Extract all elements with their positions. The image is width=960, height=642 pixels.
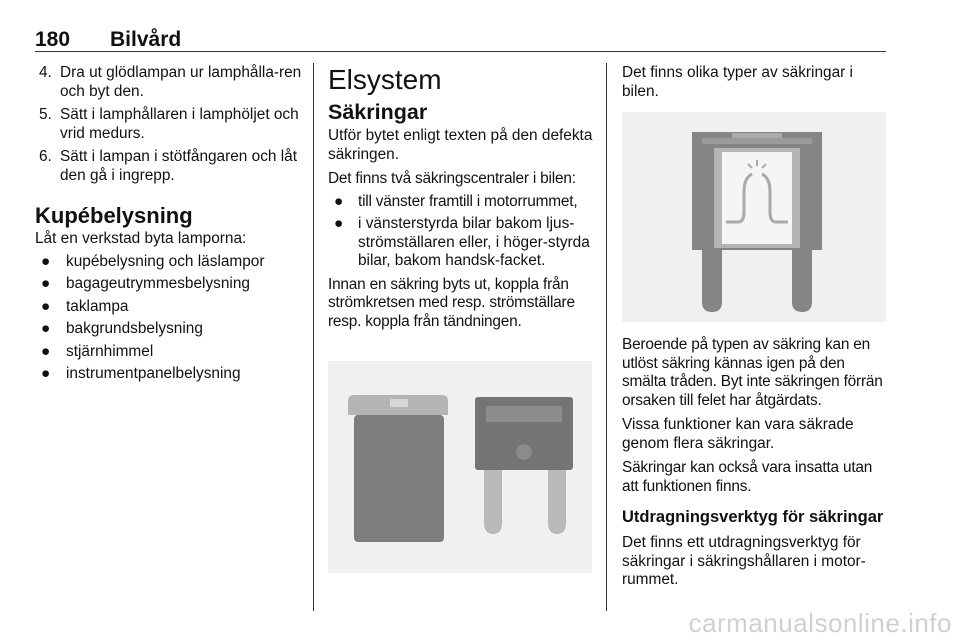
list-item: ● bakgrundsbelysning — [41, 320, 203, 337]
list-item: ● bagageutrymmesbelysning — [41, 275, 250, 292]
list-item: ● kupébelysning och läslampor — [41, 252, 265, 270]
step-item — [35, 64, 303, 101]
list-item: ● taklampa — [41, 297, 129, 315]
step-number: 6. — [39, 148, 52, 165]
page-header — [35, 27, 886, 52]
section-heading: Utdragningsverktyg för säkringar — [622, 508, 884, 526]
paragraph: Säkringar kan också vara insatta utan att funktionen finns. — [622, 459, 873, 495]
column-divider-2 — [606, 63, 607, 611]
bullet-list — [328, 193, 596, 271]
blown-fuse-figure — [622, 112, 886, 322]
step-text: Dra ut glödlampan ur lamphålla-ren och byt den. — [60, 64, 302, 100]
fuse-top-tab — [732, 133, 782, 138]
paragraph: Det finns två säkringscentraler i bilen: — [328, 170, 576, 187]
section-heading: Säkringar — [328, 100, 428, 124]
step-text: Sätt i lamphållaren i lamphöljet och vrid medurs. — [60, 106, 299, 142]
middle-column — [328, 64, 596, 337]
section-title: Bilvård — [110, 28, 182, 51]
paragraph: Beroende på typen av säkring kan en utlöst säkring kännas igen på den smälta tråden. Byt inte säkringen förrän orsaken till felet har åtgärdats. — [622, 336, 883, 409]
paragraph: Utför bytet enligt texten på den defekta säkringen. — [328, 127, 593, 163]
fuse-top-rim — [702, 138, 812, 144]
section-heading: Kupébelysning — [35, 203, 193, 228]
paragraph: Det finns ett utdragningsverktyg för säkringar i säkringshållaren i motor-rummet. — [622, 534, 866, 588]
blade-fuse-center — [516, 444, 532, 460]
blade-fuse-leg-right — [548, 470, 566, 534]
blade-fuse-leg-left — [484, 470, 502, 534]
blown-fuse-illustration — [622, 112, 886, 322]
list-item: ● till vänster framtill i motorrummet, — [334, 192, 578, 210]
page-number: 180 — [35, 28, 71, 51]
fuse-types-illustration — [328, 361, 592, 573]
fuse-cap-notch — [390, 399, 408, 407]
blade-fuse-window — [486, 406, 562, 422]
chapter-title: Elsystem — [328, 64, 442, 95]
paragraph: Låt en verkstad byta lamporna: — [35, 230, 247, 247]
left-column — [35, 64, 303, 389]
column-divider-1 — [313, 63, 314, 611]
right-column — [622, 64, 888, 107]
list-item: ● i vänsterstyrda bilar bakom ljus-strömställaren eller, i höger-styrda bilar, bakom handsk-facket. — [334, 215, 590, 269]
step-number: 5. — [39, 106, 52, 123]
bullet-list — [35, 253, 303, 384]
list-item: ● instrumentpanelbelysning — [41, 365, 241, 382]
step-item — [35, 106, 303, 143]
watermark: carmanualsonline.info — [688, 608, 952, 638]
list-item: ● stjärnhimmel — [41, 342, 154, 360]
step-item — [35, 148, 303, 185]
step-text: Sätt i lampan i stötfångaren och låt den gå i ingrepp. — [60, 148, 297, 184]
fuse-body — [354, 415, 444, 542]
paragraph: Innan en säkring byts ut, koppla från strömkretsen med resp. strömställare resp. koppla från tändningen. — [328, 275, 575, 330]
fuse-types-figure — [328, 361, 592, 573]
step-number: 4. — [39, 64, 52, 81]
right-column-lower — [622, 336, 888, 596]
paragraph: Vissa funktioner kan vara säkrade genom flera säkringar. — [622, 416, 854, 452]
paragraph: Det finns olika typer av säkringar i bilen. — [622, 64, 853, 100]
